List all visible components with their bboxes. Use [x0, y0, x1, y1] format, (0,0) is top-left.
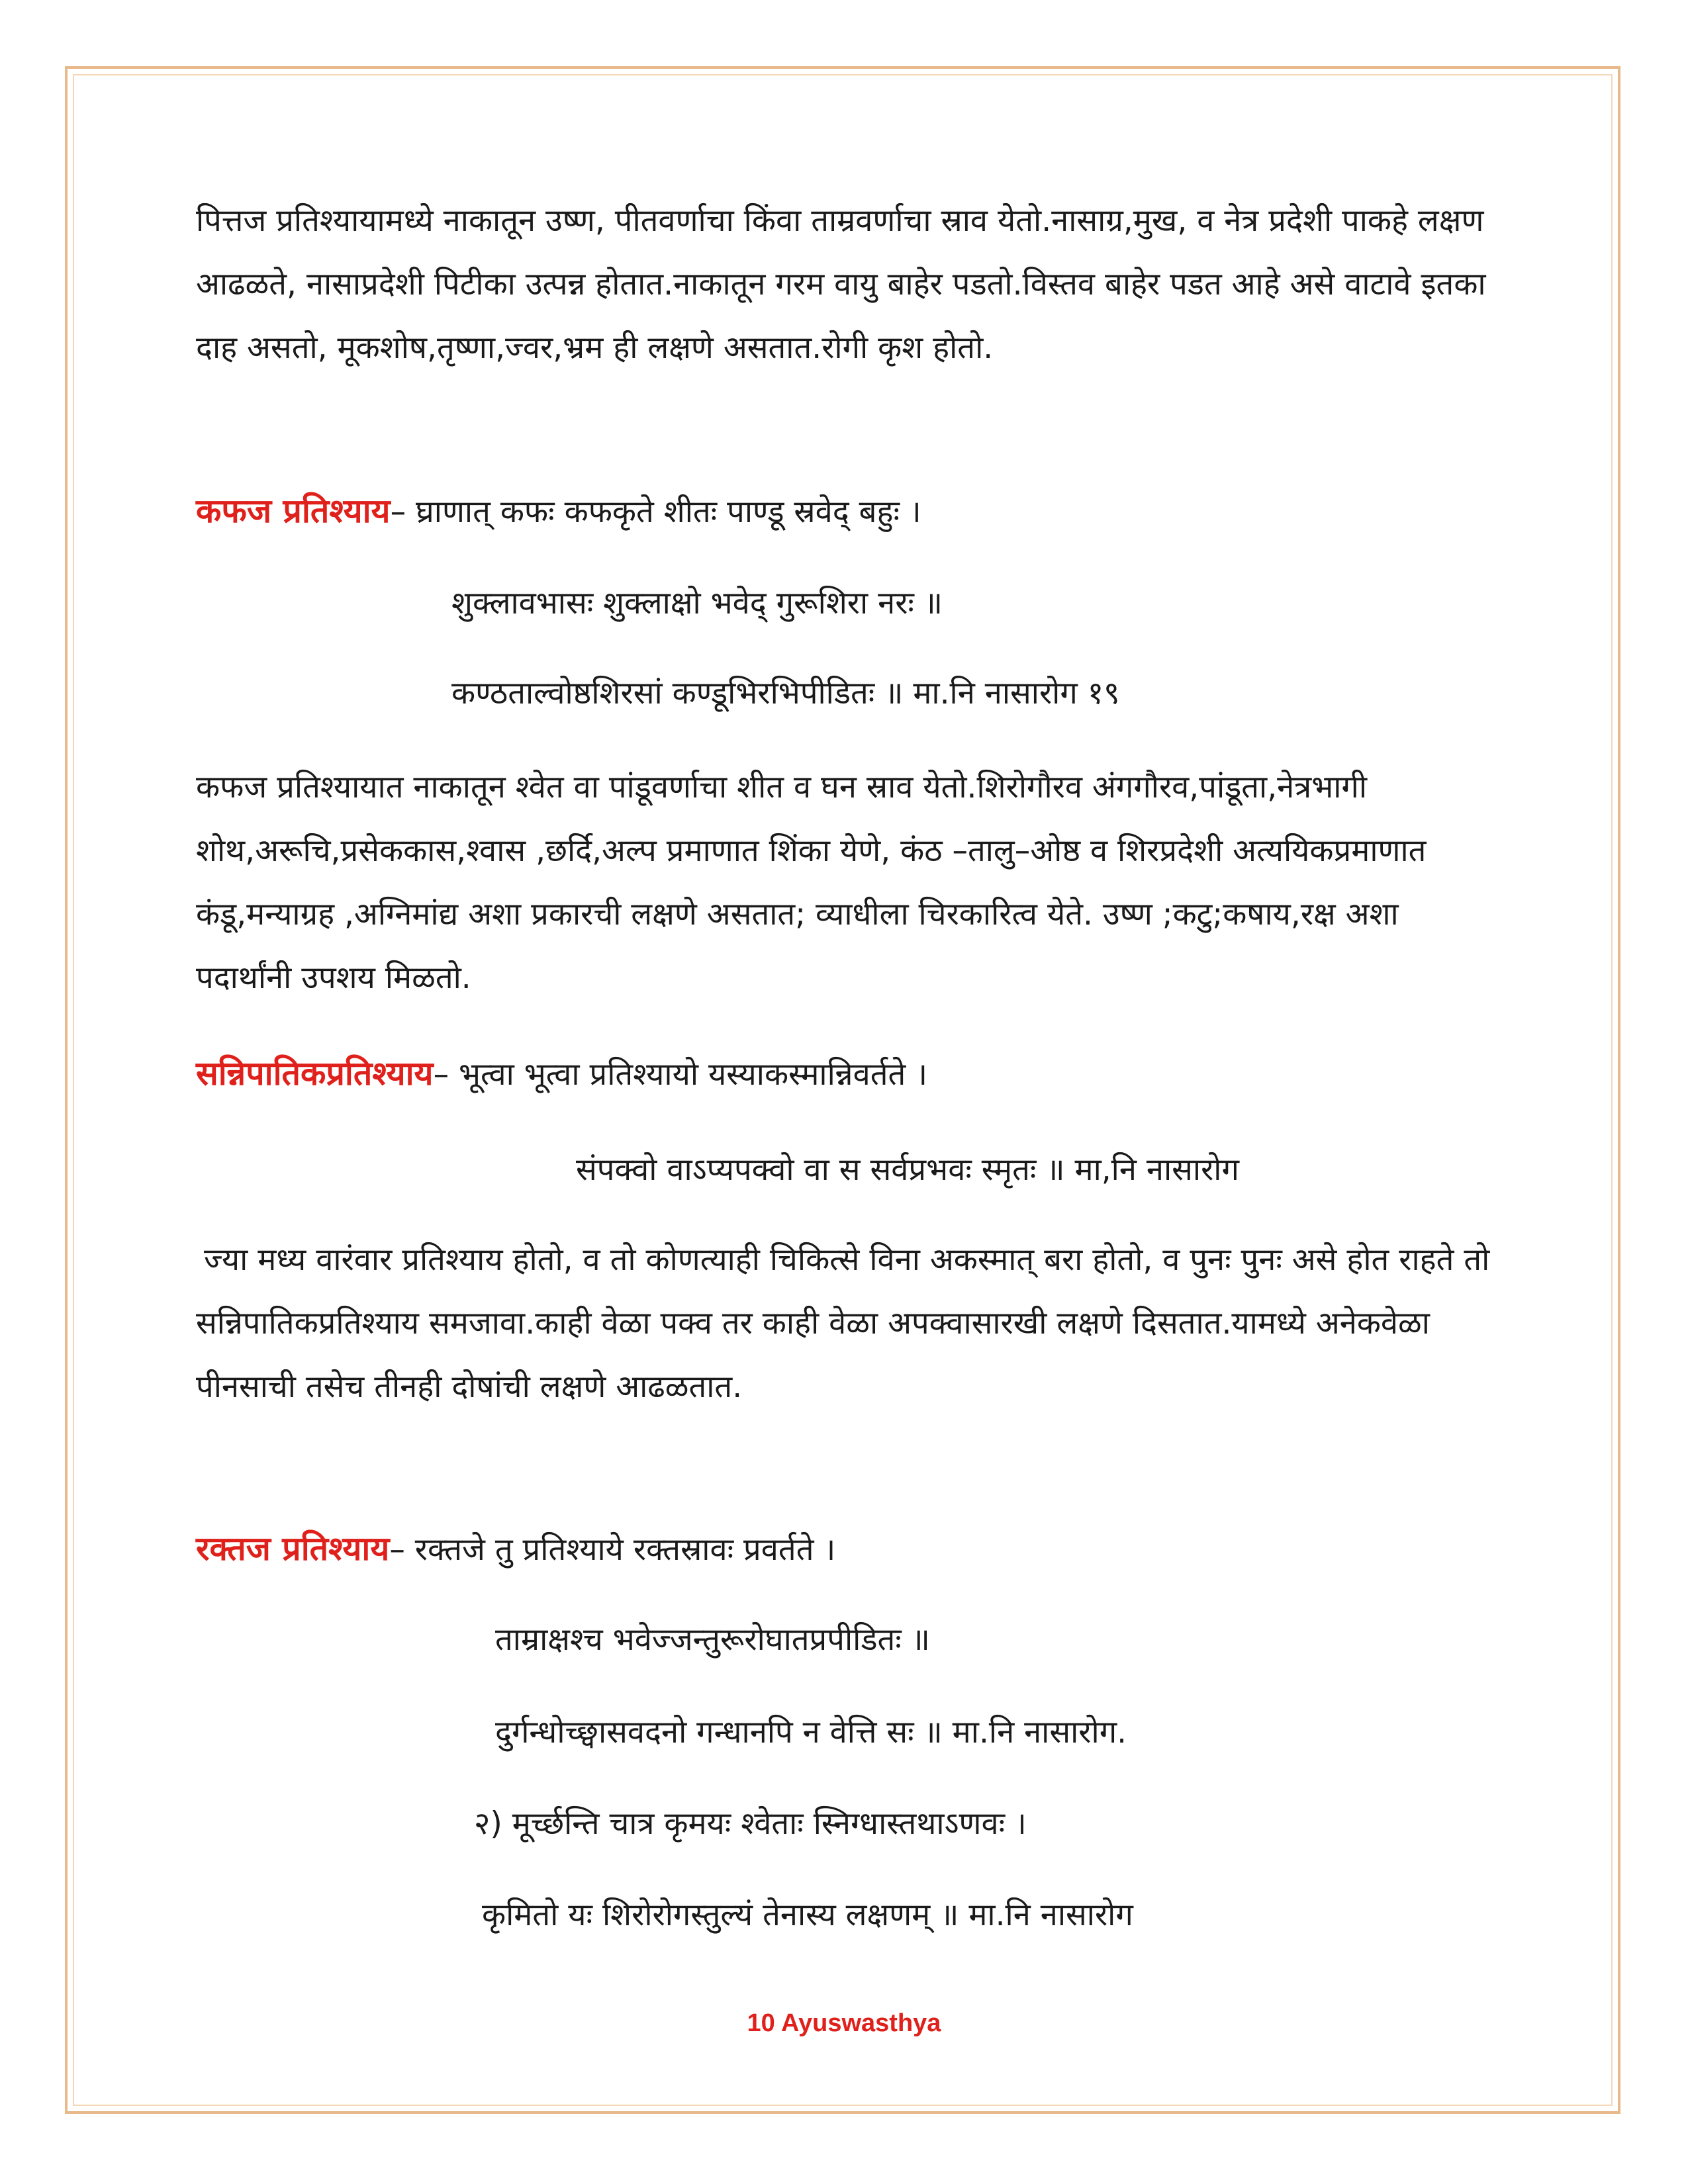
kaphaj-heading: कफज प्रतिश्याय	[196, 492, 391, 530]
raktaj-verse-text-1: – रक्तजे तु प्रतिश्याये रक्तस्रावः प्रवर्तते ।	[389, 1531, 836, 1568]
raktaj-verse-line-2: ताम्राक्षश्च भवेज्जन्तुरूरोघातप्रपीडितः ॥	[495, 1621, 930, 1658]
raktaj-verse-line-1	[196, 1529, 835, 1570]
kaphaj-verse-line-1	[196, 491, 921, 532]
raktaj-verse-line-5: कृमितो यः शिरोरोगस्तुल्यं तेनास्य लक्षणम् ॥ मा.नि नासारोग	[482, 1897, 1133, 1933]
page-footer: 10 Ayuswasthya	[747, 2009, 941, 2037]
sannipatik-heading: सन्निपातिकप्रतिश्याय	[196, 1054, 434, 1093]
sannipatik-paragraph: ज्या मध्य वारंवार प्रतिश्याय होतो, व तो कोणत्याही चिकित्से विना अकस्मात् बरा होतो, व पुनः पुनः असे होत राहते तो सन्निपातिकप्रतिश्याय समजावा.काही वेळा पक्व तर काही वेळा अपक्वासारखी लक्षणे दिसतात.यामध्ये अनेकवेळा पीनसाची तसेच तीनही दोषांची लक्षणे आढळतात.	[196, 1242, 1490, 1405]
kaphaj-verse-line-2: शुक्लावभासः शुक्लाक्षो भवेद् गुरूशिरा नरः ॥	[451, 585, 943, 621]
kaphaj-verse-line-3: कण्ठताल्वोष्ठशिरसां कण्डूभिरभिपीडितः ॥ मा.नि नासारोग १९	[451, 675, 1120, 711]
kaphaj-paragraph: कफज प्रतिश्यायात नाकातून श्वेत वा पांडूवर्णाचा शीत व घन स्राव येतो.शिरोगौरव अंगगौरव,पांडूता,नेत्रभागी शोथ,अरूचि,प्रसेककास,श्वास ,छर्दि,अल्प प्रमाणात शिंका येणे, कंठ –तालु–ओष्ठ व शिरप्रदेशी अत्ययिकप्रमाणात कंडू,मन्याग्रह ,अग्निमांद्य अशा प्रकारची लक्षणे असतात; व्याधीला चिरकारित्व येते. उष्ण ;कटु;कषाय,रक्ष अशा पदार्थांनी उपशय मिळतो.	[196, 769, 1427, 996]
sannipatik-verse-line-2: संपक्वो वाऽप्यपक्वो वा स सर्वप्रभवः स्मृतः ॥ मा,नि नासारोग	[576, 1152, 1239, 1188]
raktaj-heading: रक्तज प्रतिश्याय	[196, 1529, 390, 1568]
sannipatik-verse-text-1: – भूत्वा भूत्वा प्रतिश्यायो यस्याकस्मान्निवर्तते ।	[433, 1056, 928, 1093]
kaphaj-verse-text-1: – घ्राणात् कफः कफकृते शीतः पाण्डू स्रवेद् बहुः ।	[390, 494, 921, 530]
raktaj-verse-line-3: दुर्गन्धोच्छ्वासवदनो गन्धानपि न वेत्ति सः ॥ मा.नि नासारोग.	[495, 1714, 1127, 1751]
pittaj-paragraph: पित्तज प्रतिश्यायामध्ये नाकातून उष्ण, पीतवर्णाचा किंवा ताम्रवर्णाचा स्राव येतो.नासाग्र,मुख, व नेत्र प्रदेशी पाकहे लक्षण आढळते, नासाप्रदेशी पिटीका उत्पन्न होतात.नाकातून गरम वायु बाहेर पडतो.विस्तव बाहेर पडत आहे असे वाटावे इतका दाह असतो, मूकशोष,तृष्णा,ज्वर,भ्रम ही लक्षणे असतात.रोगी कृश होतो.	[196, 203, 1486, 366]
raktaj-verse-line-4: २) मूर्च्छन्ति चात्र कृमयः श्वेताः स्निग्धास्तथाऽणवः ।	[474, 1805, 1027, 1842]
sannipatik-verse-line-1	[196, 1054, 927, 1095]
